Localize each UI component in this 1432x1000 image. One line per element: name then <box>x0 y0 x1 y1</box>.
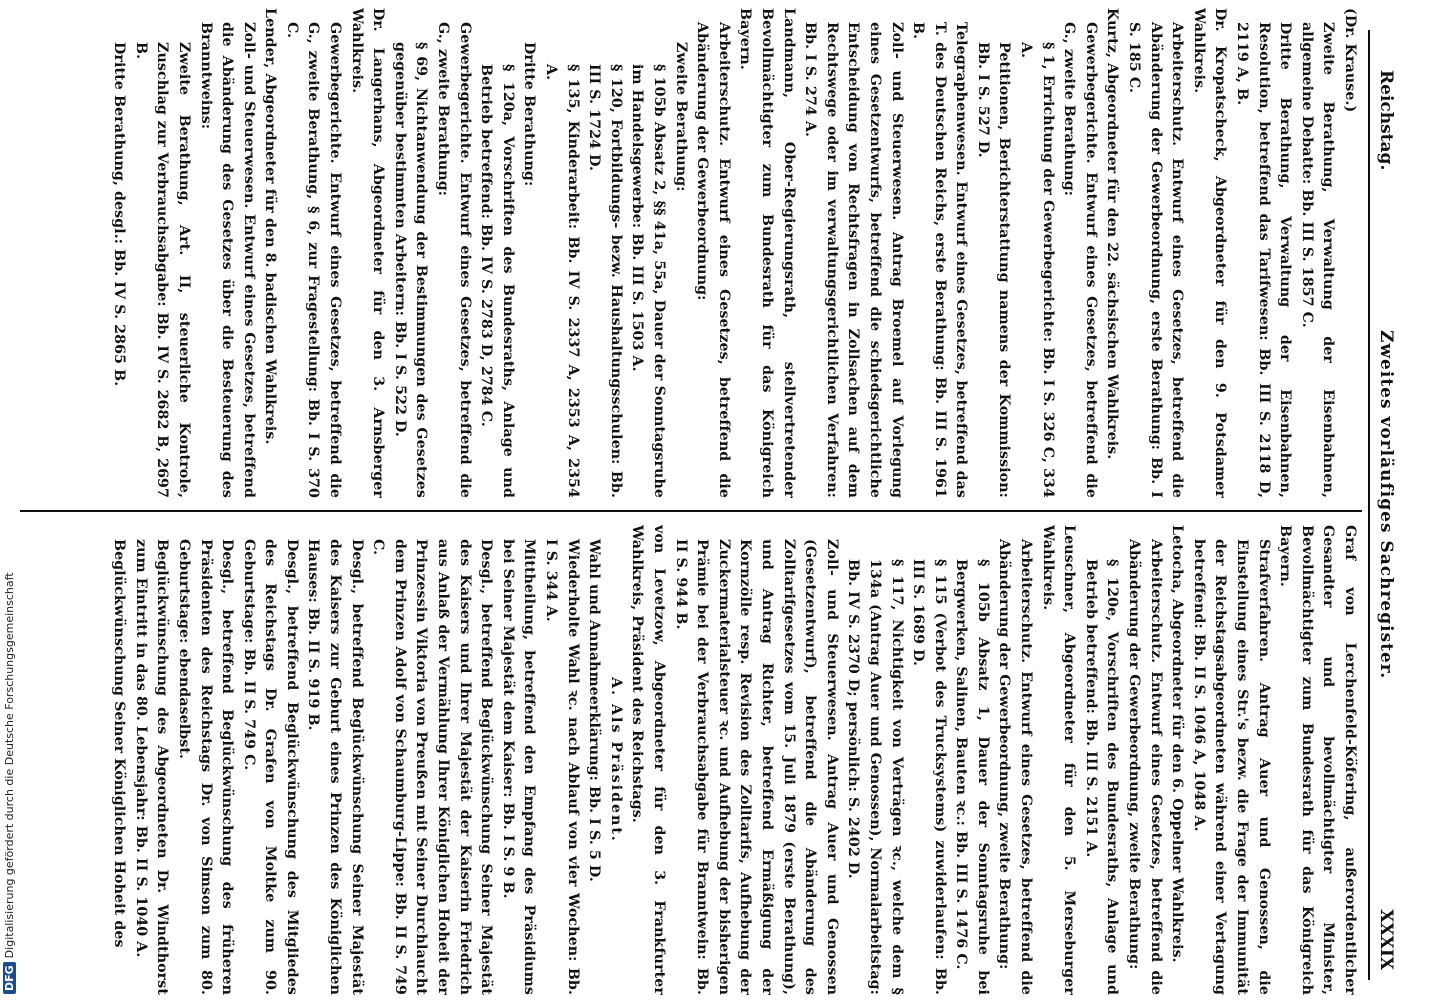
index-entry: Dritte Berathung, Verwaltung der Eisenbahnen, Resolution, betreffend das Tarifwesen: Bb. III S. 2118 D, 2119 A, B. <box>1234 22 1294 498</box>
index-entry: Gewerbegerichte. Entwurf eines Gesetzes, betreffend die G., zweite Berathung, § 6, zur Fragestellung: Bb. I S. 370 C. <box>283 22 344 498</box>
index-entry: § 105b Absatz 2, §§ 41a, 55a, Dauer der Sonntagsruhe im Handelsgewerbe: Bb. III S. 1503 A. <box>629 64 667 498</box>
index-entry: Arbeiterschutz. Entwurf eines Gesetzes, betreffend die Abänderung der Gewerbeordnung, erste Berathung: Bb. I S. 185 C. <box>1126 22 1186 498</box>
index-entry: Desgl., betreffend Beglückwünschung des Mitgliedes des Reichstags Dr. Grafen von Moltke zum 90. Geburtstage: Bb. II S. 749 C. <box>240 539 300 995</box>
index-entry: Strafverfahren. Antrag Auer und Genossen, die Einstellung eines Str.'s bezw. die Frage der Immunität der Reichstagsabgeordneten während einer Vertagung betreffend: Bb. II S. 1046 A, 1048 A. <box>1190 539 1272 995</box>
index-entry: Zweite Berathung, Verwaltung der Eisenbahnen, allgemeine Debatte: Bb. III S. 1857 C. <box>1298 22 1337 498</box>
index-entry: Letocha, Abgeordneter für den 6. Oppelner Wahlkreis. <box>1169 525 1186 963</box>
index-entry: Lender, Abgeordneter für den 8. badischen Wahlkreis. <box>262 8 279 445</box>
index-entry: Beglückwünschung Seiner Königlichen Hoheit des <box>111 539 128 948</box>
index-entry: § 120, Fortbildungs- bezw. Haushaltungsschulen: Bb. III S. 1724 D. <box>586 64 624 498</box>
index-entry: Mittheilung, betreffend den Empfang des Präsidiums bei Seiner Majestät dem Kaiser: Bb. I S. 9 B. <box>499 539 538 995</box>
index-entry: Kurtz, Abgeordneter für den 22. sächsischen Wahlkreis. <box>1104 8 1121 460</box>
index-entry: Zweite Berathung, Art. II, steuerliche Kontrole, Zuschlag zur Verbrauchsabgabe: Bb. IV S. 2682 B, 2697 B. <box>132 42 192 498</box>
index-entry: Desgl., betreffend Beglückwünschung des früheren Präsidenten des Reichstags Dr. von Simson zum 80. Geburtstage: ebendaselbst. <box>175 539 236 995</box>
header-left: Reichstag. <box>1376 70 1396 171</box>
header-rule <box>1368 30 1370 980</box>
index-entry: Petitionen, Berichterstattung namens der Kommission: Bb. I S. 527 D. <box>974 42 1013 498</box>
page-header <box>1370 0 1396 1000</box>
index-entry: Gewerbegerichte. Entwurf eines Gesetzes, betreffend die G., zweite Berathung: <box>435 22 473 498</box>
index-entry: Telegraphenwesen. Entwurf eines Gesetzes, betreffend das T. des Deutschen Reichs, erste Berathung: Bb. III S. 1961 B. <box>910 22 970 498</box>
footer-text-wrap <box>3 572 16 994</box>
index-entry: Zweite Berathung: <box>672 42 689 192</box>
index-entry: Zoll- und Steuerwesen. Antrag Broemel auf Vorlegung eines Gesetzentwurfs, betreffend die schiedsgerichtliche Entscheidung von Rechtsfragen in Zollsachen auf dem Rechtswege oder im verwaltungsgerichtlichen Verfahren: Bb. I S. 274 A. <box>802 22 905 498</box>
index-entry: Graf von Lerchenfeld-Köfering, außerordentlicher Gesandter und bevollmächtigter Minister, Bevollmächtigter zum Bundesrath für das Königreich Bayern. <box>1277 525 1358 995</box>
index-entry: Desgl., betreffend Beglückwünschung Seiner Majestät des Kaisers zur Geburt eines Prinzen des Königlichen Hauses: Bb. II S. 919 B. <box>305 539 365 995</box>
index-entry: von Levetzow, Abgeordneter für den 3. Frankfurter Wahlkreis, Präsident des Reichstags. <box>629 525 667 995</box>
index-entry: § 120a, Vorschriften des Bundesraths, Anlage und Betrieb betreffend: Bb. IV S. 2783 D, 2784 C. <box>478 64 516 498</box>
index-entry: § 120e, Vorschriften des Bundesraths, Anlage und Betrieb betreffend: Bb. III S. 2151 A. <box>1082 559 1121 995</box>
index-entry: Gewerbegerichte. Entwurf eines Gesetzes, betreffend die G., zweite Berathung: <box>1061 22 1099 498</box>
index-entry: Zoll- und Steuerwesen. Antrag Auer und Genossen (Gesetzentwurf), betreffend die Abänderung des Zolltarifgesetzes vom 15. Juli 1879 (erste Berathung), und Antrag Richter, betreffend Ermäßigung der Kornzölle resp. Revision des Zolltarifs, Aufhebung der Zuckermaterialsteuer ꝛc. und Aufhebung der bisherigen Prämie bei der Verbrauchsabgabe für Branntwein: Bb. II S. 944 B. <box>672 539 840 995</box>
index-entry: Zoll- und Steuerwesen. Entwurf eines Gesetzes, betreffend die Abänderung des Gesetzes über die Besteuerung des Branntweins: <box>197 22 257 498</box>
index-entry: § 1, Errichtung der Gewerbegerichte: Bb. I S. 326 C, 334 A. <box>1018 42 1056 498</box>
index-entry: § 105b Absatz 1, Dauer der Sonntagsruhe bei Bergwerken, Salinen, Bauten ꝛc.: Bb. III S. 1476 C. <box>953 559 991 995</box>
dfg-footer <box>0 4 20 1000</box>
index-entry: Beglückwünschung des Abgeordneten Dr. Windthorst zum Eintritt in das 80. Lebensjahr: Bb. II S. 1040 A. <box>132 539 171 995</box>
index-entry: Landmann, Ober-Regierungsrath, stellvertretender Bevollmächtigter zum Bundesrath für das Königreich Bayern. <box>737 8 797 498</box>
index-entry: Dritte Berathung: <box>521 42 538 187</box>
index-entry: Arbeiterschutz. Entwurf eines Gesetzes, betreffend die Abänderung der Gewerbeordnung, zweite Berathung: <box>1126 539 1164 995</box>
index-entry: § 117, Nichtigkeit von Verträgen ꝛc., welche dem § 134a (Antrag Auer und Genossen), Normalarbeitstag: Bb. IV S. 2370 D; persönlich: S. 2402 D. <box>845 559 905 995</box>
index-entry: Dr. Kropatscheck, Abgeordneter für den 9. Potsdamer Wahlkreis. <box>1190 8 1229 498</box>
right-column <box>108 525 1360 995</box>
index-entry: Arbeiterschutz. Entwurf eines Gesetzes, betreffend die Abänderung der Gewerbeordnung: <box>694 22 732 498</box>
index-entry: § 135, Kinderarbeit: Bb. IV S. 2337 A, 2353 A, 2354 A. <box>543 64 581 498</box>
page-number: XXXIX <box>1376 909 1396 970</box>
index-entry: Dr. Langerhans, Abgeordneter für den 3. Arnsberger Wahlkreis. <box>348 8 387 498</box>
index-entry: Desgl., betreffend Beglückwünschung Seiner Majestät des Kaisers und Ihrer Majestät der Kaiserin Friedrich aus Anlaß der Vermählung Ihrer Königlichen Hoheit der Prinzessin Viktoria von Preußen mit Seiner Durchlaucht dem Prinzen Adolf von Schaumburg-Lippe: Bb. II S. 749 C. <box>370 539 495 995</box>
column-divider <box>20 510 1362 512</box>
index-entry: (Dr. Krause.) <box>1342 8 1358 113</box>
index-entry: § 115 (Verbot des Trucksystems) zuwiderlaufen: Bb. III S. 1689 D. <box>910 559 948 995</box>
index-entry: A. Als Präsident. <box>607 677 624 843</box>
index-entry: § 69, Nichtanwendung der Bestimmungen des Gesetzes gegenüber bestimmten Arbeitern: Bb. I S. 522 D. <box>391 42 430 498</box>
index-entry: Arbeiterschutz. Entwurf eines Gesetzes, betreffend die Abänderung der Gewerbeordnung, zweite Berathung: <box>996 539 1035 995</box>
dfg-logo: DFG <box>3 962 16 994</box>
footer-text: Digitalisierung gefördert durch die Deutsche Forschungsgemeinschaft <box>3 572 16 959</box>
index-entry: Wahl und Annahmeerklärung: Bb. I S. 5 D. <box>586 539 603 882</box>
left-column <box>108 8 1360 498</box>
header-title: Zweites vorläufiges Sachregister. <box>1376 330 1396 680</box>
index-entry: Leuschner, Abgeordneter für den 5. Merseburger Wahlkreis. <box>1039 525 1078 995</box>
index-entry: Dritte Berathung, desgl.: Bb. IV S. 2865 B. <box>111 42 128 387</box>
index-entry: Wiederholte Wahl ꝛc. nach Ablauf von vier Wochen: Bb. I S. 344 A. <box>543 539 581 995</box>
